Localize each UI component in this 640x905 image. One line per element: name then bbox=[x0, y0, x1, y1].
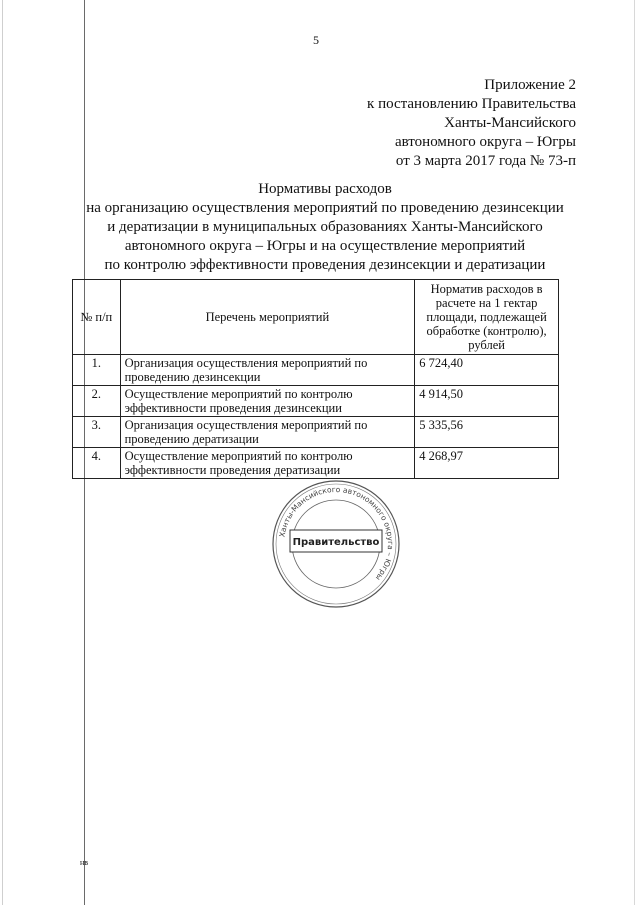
norms-table bbox=[72, 279, 559, 479]
title-line: по контролю эффективности проведения дезинсекции и дератизации bbox=[104, 257, 546, 273]
row-activity: Осуществление мероприятий по контролю эффективности проведения дератизации bbox=[120, 448, 415, 479]
seal-ring-text: Ханты-Мансийского автономного округа – Югры bbox=[277, 484, 396, 583]
bottom-mark: нв bbox=[80, 858, 89, 867]
title-line: на организацию осуществления мероприятий по проведению дезинсекции bbox=[86, 200, 564, 216]
row-norm-value: 4 268,97 bbox=[415, 448, 559, 479]
row-num: 2. bbox=[73, 386, 121, 417]
appendix-line: к постановлению Правительства bbox=[367, 96, 576, 112]
row-num: 1. bbox=[73, 355, 121, 386]
row-norm-value: 5 335,56 bbox=[415, 417, 559, 448]
title-line: автономного округа – Югры и на осуществление мероприятий bbox=[124, 238, 526, 254]
title-line: Нормативы расходов bbox=[258, 181, 392, 197]
table-header-row bbox=[73, 280, 559, 355]
appendix-line: Ханты-Мансийского bbox=[444, 115, 576, 131]
official-seal bbox=[270, 478, 402, 610]
appendix-line: от 3 марта 2017 года № 73-п bbox=[395, 153, 576, 169]
row-activity: Организация осуществления мероприятий по проведению дезинсекции bbox=[120, 355, 415, 386]
table-row bbox=[73, 386, 559, 417]
table-row bbox=[73, 448, 559, 479]
row-activity: Организация осуществления мероприятий по проведению дератизации bbox=[120, 417, 415, 448]
header-activities: Перечень мероприятий bbox=[120, 280, 415, 355]
row-num: 3. bbox=[73, 417, 121, 448]
header-norm: Норматив расходов в расчете на 1 гектар площади, подлежащей обработке (контролю), рублей bbox=[415, 280, 559, 355]
table-row bbox=[73, 355, 559, 386]
row-norm-value: 4 914,50 bbox=[415, 386, 559, 417]
row-activity: Осуществление мероприятий по контролю эффективности проведения дезинсекции bbox=[120, 386, 415, 417]
document-title bbox=[60, 180, 590, 275]
header-num: № п/п bbox=[73, 280, 121, 355]
appendix-line: Приложение 2 bbox=[484, 77, 576, 93]
row-num: 4. bbox=[73, 448, 121, 479]
appendix-header bbox=[367, 76, 576, 171]
scan-edge-right bbox=[634, 0, 635, 905]
table-row bbox=[73, 417, 559, 448]
page-number: 5 bbox=[313, 33, 319, 47]
seal-graphic bbox=[270, 478, 402, 610]
title-line: и дератизации в муниципальных образованиях Ханты-Мансийского bbox=[107, 219, 543, 235]
scan-edge-left bbox=[2, 0, 3, 905]
row-norm-value: 6 724,40 bbox=[415, 355, 559, 386]
seal-center-text: Правительство bbox=[292, 537, 380, 548]
appendix-line: автономного округа – Югры bbox=[394, 134, 576, 150]
